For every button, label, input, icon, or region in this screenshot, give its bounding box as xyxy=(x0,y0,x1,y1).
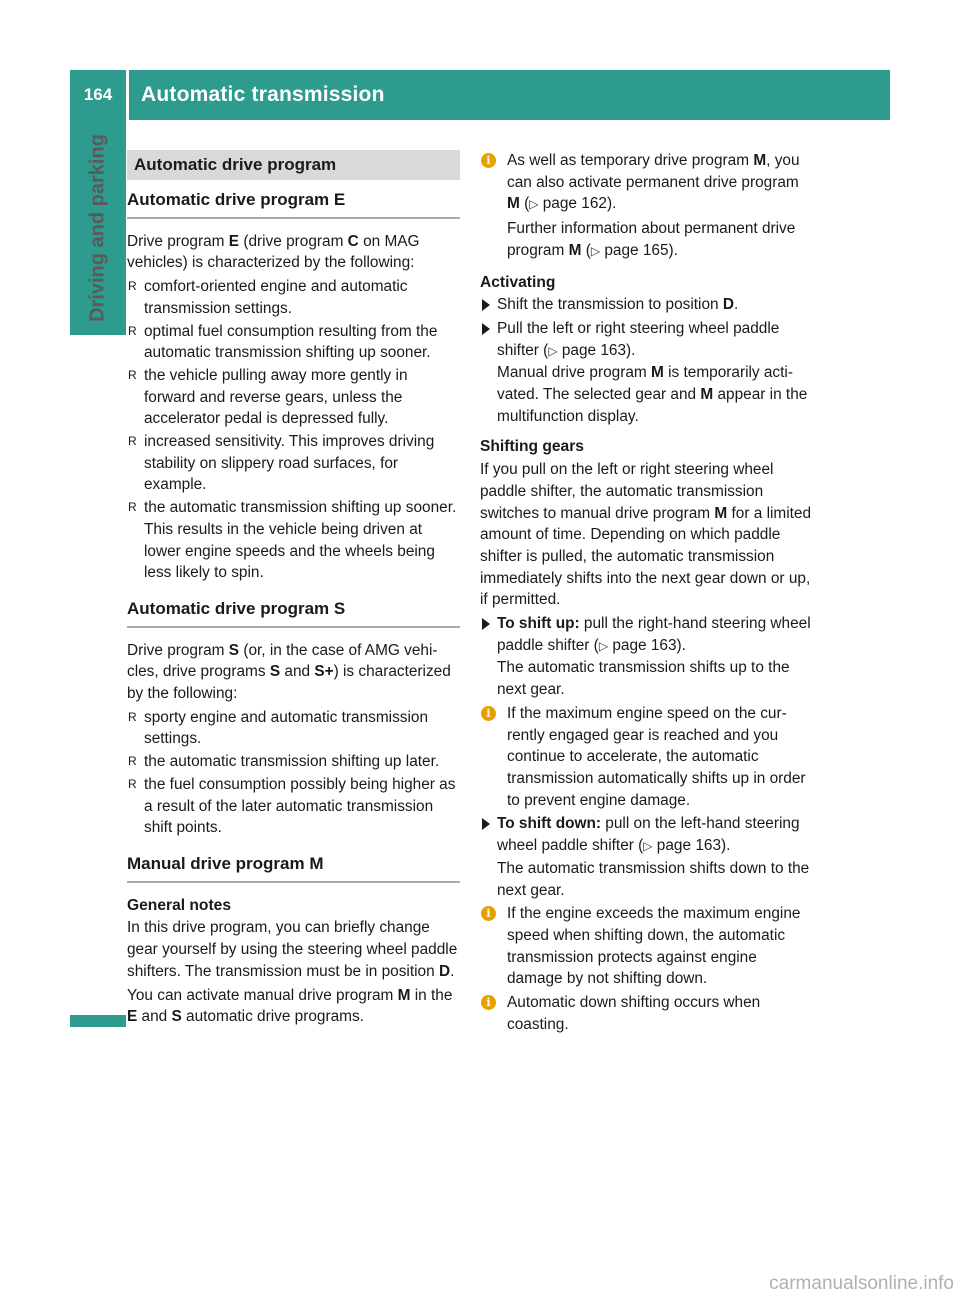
page-title: Automatic transmission xyxy=(129,70,890,120)
right-column xyxy=(480,150,813,1037)
heading-program-s: Automatic drive program S xyxy=(127,598,460,628)
heading-activating: Activating xyxy=(480,273,556,291)
bullet-icon: R xyxy=(128,367,137,382)
paragraph-activate-manual: You can activate manual drive program M in the E and S automatic drive programs. xyxy=(127,986,453,1026)
step-arrow-icon xyxy=(482,618,490,630)
list-item: R comfort-oriented engine and automatic transmission settings. xyxy=(128,278,408,317)
paragraph-shifting: If you pull on the left or right steering wheel paddle shifter, the automatic transmission switches to manual drive program M for a limited amount of time. Depending on which paddle shifter is pulled, the automatic transmission immediately shifts into the next gear down or up, if permitted. xyxy=(480,461,812,609)
step-arrow-icon xyxy=(482,299,490,311)
bullet-icon: R xyxy=(128,323,137,338)
subheading-general-notes: General notes xyxy=(127,896,231,914)
list-item: R the fuel consumption possibly being higher as a result of the later automatic transmission shift points. xyxy=(128,775,456,837)
list-item: R the vehicle pulling away more gently in forward and reverse gears, unless the accelerator pedal is depressed fully. xyxy=(128,366,408,428)
step-arrow-icon xyxy=(482,818,490,830)
section-title: Automatic drive program xyxy=(127,150,460,180)
bullet-icon: R xyxy=(128,776,137,791)
info-icon: i xyxy=(481,995,496,1010)
info-note: i Automatic down shifting occurs when coasting. xyxy=(480,992,813,1035)
heading-program-e: Automatic drive program E xyxy=(127,189,460,219)
list-item: R optimal fuel consumption resulting from the automatic transmission shifting up sooner. xyxy=(128,322,438,362)
page-ref-icon: ▷ xyxy=(548,343,558,358)
list-item: R sporty engine and automatic transmission settings. xyxy=(128,708,429,748)
bullet-icon: R xyxy=(128,709,137,724)
step-arrow-icon xyxy=(482,323,490,335)
step-item: To shift up: pull the right-hand steering wheel paddle shifter (▷ page 163). The automatic transmission shifts up to the next gear. xyxy=(480,613,813,701)
side-label xyxy=(80,120,116,335)
intro-program-s: Drive program S (or, in the case of AMG vehicles, drive programs S and S+) is characterized by the following: xyxy=(127,641,451,703)
list-item: R the automatic transmission shifting up sooner. This results in the vehicle being driven at lower engine speeds and the wheels being less likely to spin. xyxy=(128,499,457,582)
bullet-icon: R xyxy=(128,754,137,769)
bullet-icon: R xyxy=(128,434,137,449)
page-ref-icon: ▷ xyxy=(529,197,539,212)
intro-program-e: Drive program E (drive program C on MAG vehicles) is characterized by the following: xyxy=(127,232,420,272)
list-item: R the automatic transmission shifting up later. xyxy=(127,751,460,773)
step-item: To shift down: pull on the left-hand steering wheel paddle shifter (▷ page 163). The automatic transmission shifts down to the next gear. xyxy=(480,813,813,901)
info-note: i If the maximum engine speed on the currently engaged gear is reached and you continue to accelerate, the automatic transmission automatically shifts up in order to prevent engine damage. xyxy=(480,703,813,812)
heading-program-m: Manual drive program M xyxy=(127,853,460,883)
info-note: i As well as temporary drive program M, you can also activate permanent drive program M (▷ page 162). Further information about permanent drive program M (▷ page 165). xyxy=(480,150,813,263)
page-ref-icon: ▷ xyxy=(598,638,609,653)
page-ref-icon: ▷ xyxy=(590,243,601,258)
left-column xyxy=(127,150,460,1030)
step-item: Pull the left or right steering wheel paddle shifter (▷ page 163). Manual drive program M is temporarily activated. The selected gear and M appear in the multifunction display. xyxy=(480,318,813,428)
list-item: R increased sensitivity. This improves driving stability on slippery road surfaces, for example. xyxy=(128,433,435,494)
page-ref-icon: ▷ xyxy=(643,839,653,854)
info-icon: i xyxy=(481,706,496,721)
info-note: i If the engine exceeds the maximum engine speed when shifting down, the automatic transmission protects against engine damage by not shifting down. xyxy=(480,903,813,990)
bullet-icon: R xyxy=(128,279,137,294)
page-number: 164 xyxy=(70,70,126,120)
step-item: Shift the transmission to position D. xyxy=(480,294,813,316)
side-marker xyxy=(70,1015,126,1027)
info-icon: i xyxy=(481,153,496,168)
side-label-text: Driving and parking xyxy=(86,133,109,322)
info-icon: i xyxy=(481,906,496,921)
page-header xyxy=(70,70,890,120)
paragraph-general-notes: In this drive program, you can briefly change gear yourself by using the steering wheel paddle shifters. The transmission must be in position D. xyxy=(127,919,458,980)
heading-shifting-gears: Shifting gears xyxy=(480,438,584,456)
watermark: carmanualsonline.info xyxy=(769,1273,954,1294)
bullet-icon: R xyxy=(128,500,137,515)
